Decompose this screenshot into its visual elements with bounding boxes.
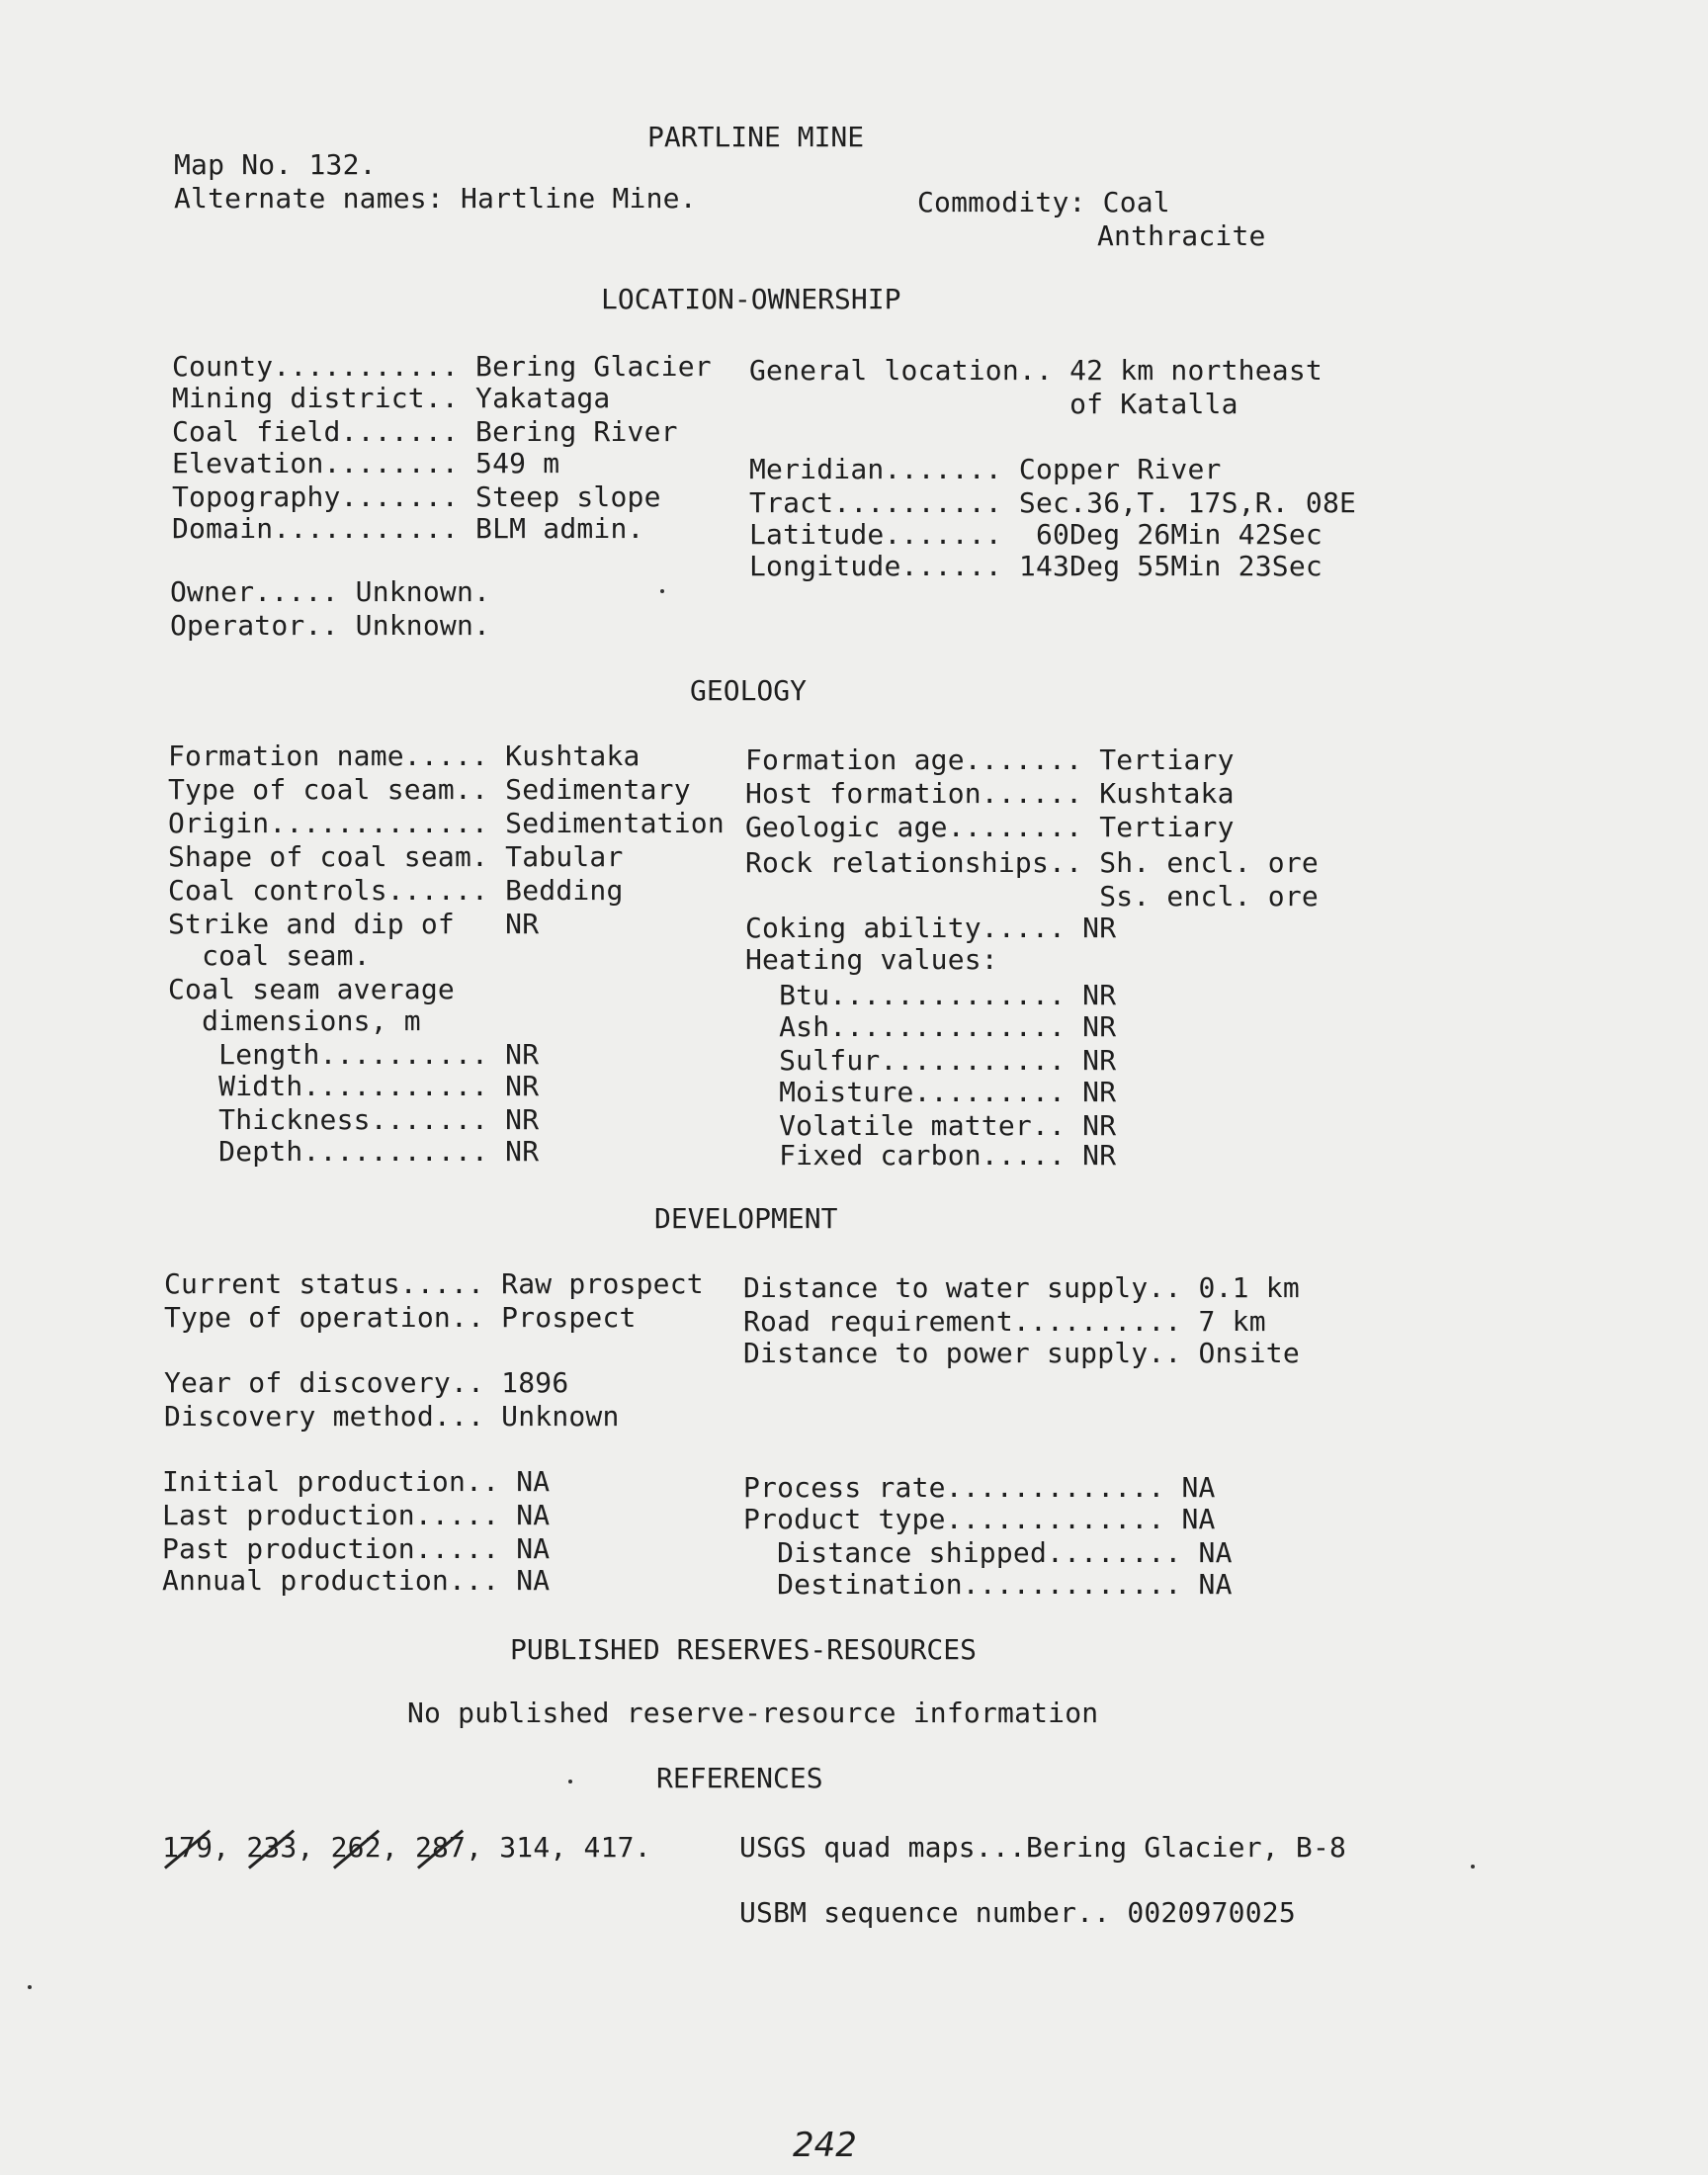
struck-reference: 262: [330, 1831, 382, 1864]
latitude-field: Latitude....... 60Deg 26Min 42Sec: [749, 518, 1323, 551]
coal-seam-type-field: Type of coal seam.. Sedimentary: [168, 773, 691, 806]
commodity: Commodity: Coal: [917, 186, 1170, 218]
reference-rest: , 314, 417.: [466, 1831, 651, 1864]
map-number: Map No. 132.: [174, 148, 377, 181]
formation-age-field: Formation age....... Tertiary: [745, 743, 1235, 776]
struck-reference: 287: [414, 1831, 467, 1864]
width-field: Width........... NR: [168, 1070, 540, 1102]
strike-dip-field: Strike and dip of NR: [168, 908, 540, 940]
seam-dimensions-cont: dimensions, m: [168, 1004, 421, 1037]
coal-field-field: Coal field....... Bering River: [172, 415, 678, 448]
owner-field: Owner..... Unknown.: [170, 575, 491, 608]
ash-field: Ash.............. NR: [745, 1010, 1117, 1043]
reserves-heading: PUBLISHED RESERVES-RESOURCES: [510, 1633, 978, 1666]
moisture-field: Moisture......... NR: [745, 1076, 1117, 1108]
volatile-matter-field: Volatile matter.. NR: [745, 1109, 1117, 1142]
mining-district-field: Mining district.. Yakataga: [172, 382, 611, 414]
struck-reference: 179: [162, 1831, 214, 1864]
depth-field: Depth........... NR: [168, 1135, 540, 1168]
geology-heading: GEOLOGY: [690, 674, 808, 707]
last-production-field: Last production..... NA: [162, 1499, 551, 1531]
discovery-year-field: Year of discovery.. 1896: [164, 1366, 569, 1399]
domain-field: Domain........... BLM admin.: [172, 512, 644, 545]
mine-title: PARTLINE MINE: [647, 121, 865, 153]
formation-name-field: Formation name..... Kushtaka: [168, 740, 640, 772]
reference-list: 179, 233, 262, 287, 314, 417.: [162, 1831, 651, 1864]
scan-speck: [1471, 1865, 1475, 1869]
process-rate-field: Process rate............. NA: [743, 1471, 1216, 1504]
coal-controls-field: Coal controls...... Bedding: [168, 874, 624, 907]
strike-dip-cont: coal seam.: [168, 939, 371, 972]
page-number: 242: [793, 2126, 857, 2165]
annual-production-field: Annual production... NA: [162, 1564, 551, 1597]
tract-field: Tract.......... Sec.36,T. 17S,R. 08E: [749, 486, 1357, 519]
geologic-age-field: Geologic age........ Tertiary: [745, 811, 1235, 843]
elevation-field: Elevation........ 549 m: [172, 447, 560, 479]
fixed-carbon-field: Fixed carbon..... NR: [745, 1139, 1117, 1172]
general-location-cont: of Katalla: [749, 388, 1238, 420]
seam-shape-field: Shape of coal seam. Tabular: [168, 840, 624, 873]
past-production-field: Past production..... NA: [162, 1532, 551, 1565]
usgs-quad-maps: USGS quad maps...Bering Glacier, B-8: [739, 1831, 1347, 1864]
reserves-text: No published reserve-resource information: [407, 1696, 1099, 1729]
length-field: Length.......... NR: [168, 1038, 540, 1071]
county-field: County........... Bering Glacier: [172, 350, 712, 383]
btu-field: Btu.............. NR: [745, 979, 1117, 1011]
heating-values-label: Heating values:: [745, 943, 998, 976]
topography-field: Topography....... Steep slope: [172, 480, 661, 513]
origin-field: Origin............. Sedimentation: [168, 807, 725, 839]
discovery-method-field: Discovery method... Unknown: [164, 1400, 620, 1433]
alternate-names: Alternate names: Hartline Mine.: [174, 182, 697, 215]
usbm-sequence-number: USBM sequence number.. 0020970025: [739, 1896, 1296, 1929]
rock-relationships-cont: Ss. encl. ore: [745, 880, 1319, 913]
host-formation-field: Host formation...... Kushtaka: [745, 777, 1235, 810]
seam-dimensions-label: Coal seam average: [168, 973, 455, 1005]
scan-speck: [28, 1985, 32, 1989]
rock-relationships-field: Rock relationships.. Sh. encl. ore: [745, 846, 1319, 879]
general-location-field: General location.. 42 km northeast: [749, 354, 1323, 387]
sulfur-field: Sulfur........... NR: [745, 1044, 1117, 1077]
coking-ability-field: Coking ability..... NR: [745, 912, 1117, 944]
scan-speck: [660, 589, 664, 593]
initial-production-field: Initial production.. NA: [162, 1465, 551, 1498]
product-type-field: Product type............. NA: [743, 1503, 1216, 1535]
references-heading: REFERENCES: [656, 1762, 823, 1794]
current-status-field: Current status..... Raw prospect: [164, 1267, 704, 1300]
water-distance-field: Distance to water supply.. 0.1 km: [743, 1271, 1300, 1304]
scan-speck: [568, 1780, 572, 1784]
operation-type-field: Type of operation.. Prospect: [164, 1301, 637, 1334]
road-requirement-field: Road requirement.......... 7 km: [743, 1305, 1266, 1338]
struck-reference: 233: [246, 1831, 298, 1864]
commodity-extra: Anthracite: [1097, 219, 1266, 252]
destination-field: Destination............. NA: [743, 1568, 1233, 1601]
power-distance-field: Distance to power supply.. Onsite: [743, 1337, 1300, 1369]
development-heading: DEVELOPMENT: [654, 1202, 838, 1235]
thickness-field: Thickness....... NR: [168, 1103, 540, 1136]
longitude-field: Longitude...... 143Deg 55Min 23Sec: [749, 550, 1323, 582]
location-heading: LOCATION-OWNERSHIP: [601, 283, 901, 315]
operator-field: Operator.. Unknown.: [170, 609, 491, 642]
distance-shipped-field: Distance shipped........ NA: [743, 1536, 1233, 1569]
meridian-field: Meridian....... Copper River: [749, 453, 1222, 485]
